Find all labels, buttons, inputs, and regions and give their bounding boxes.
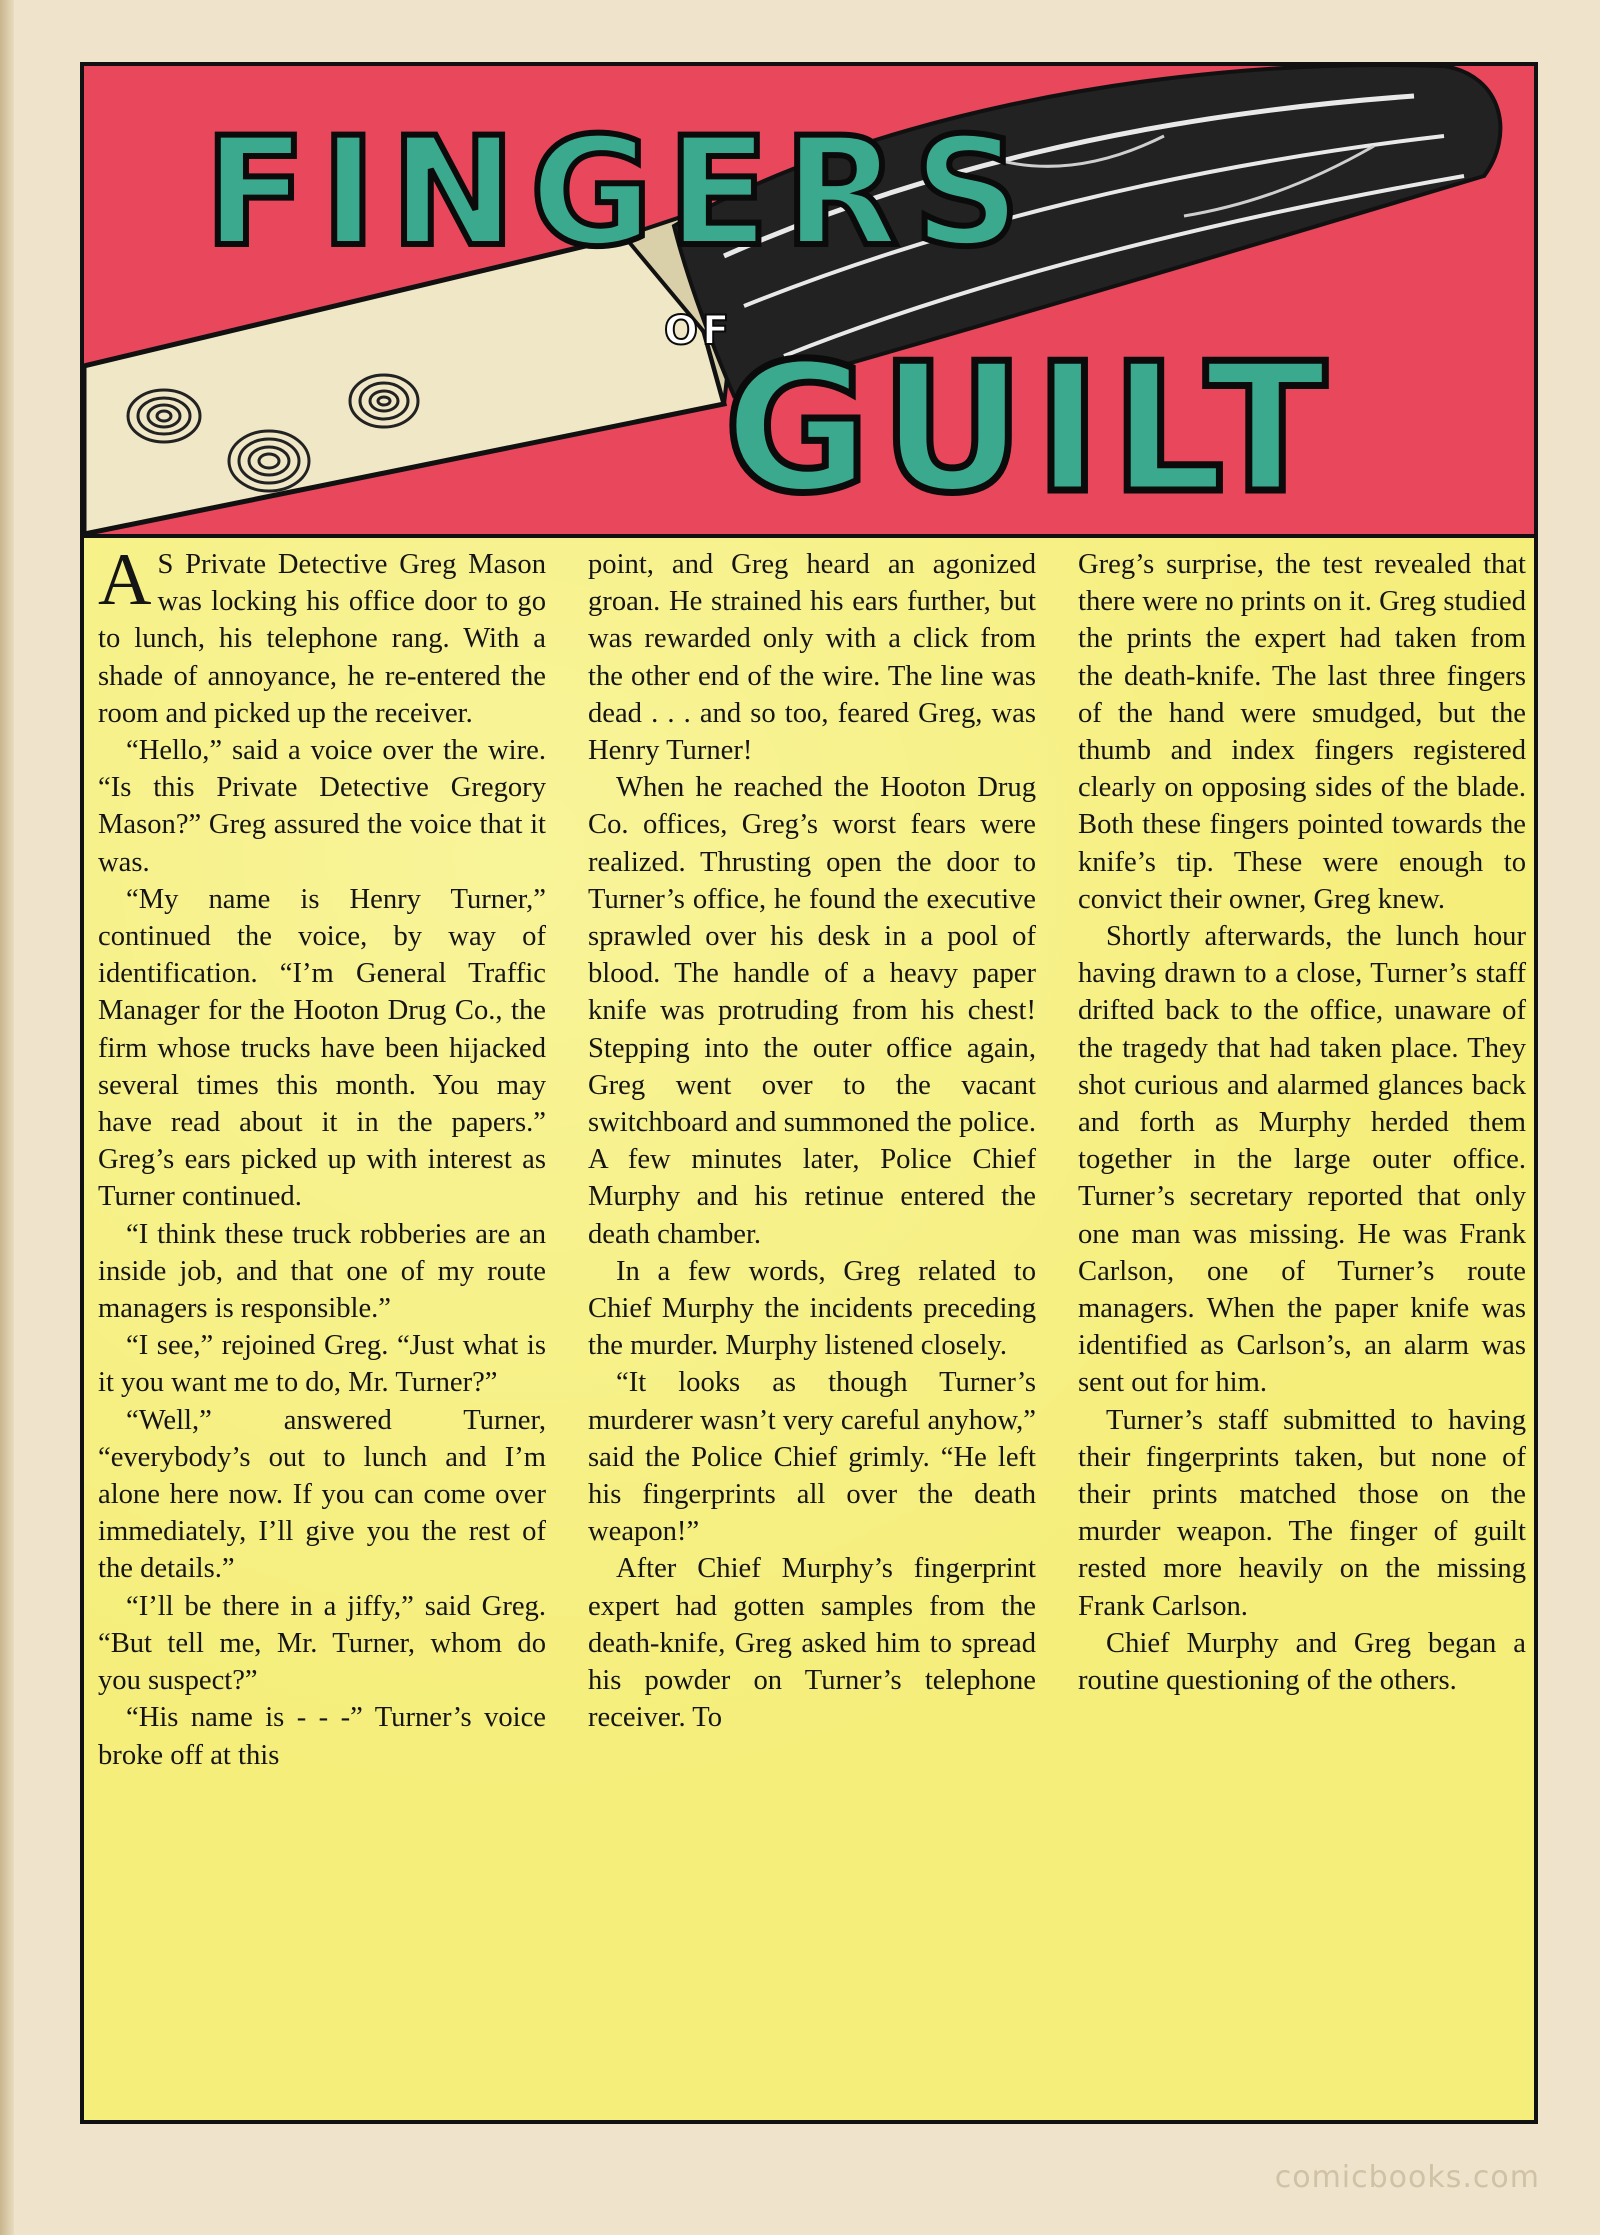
page-edge [0,0,14,2235]
story-column-3 [1078,546,1526,2106]
story-paragraph: “Well,” answered Turner, “everybody’s out to lunch and I’m alone here now. If you can come over immediately, I’ll give you the rest of the details.” [98,1404,546,1585]
story-text-panel [84,538,1534,2120]
story-paragraph: “My name is Henry Turner,” continued the voice, by way of identification. “I’m General Traffic Manager for the Hooton Drug Co., the firm whose trucks have been hijacked several times this month. You may have read about it in the papers.” Greg’s ears picked up with interest as Turner continued. [98,883,546,1213]
title-word-fingers: FINGERS [204,106,1035,280]
story-paragraph: Shortly afterwards, the lunch hour having drawn to a close, Turner’s staff drifted back to the office, unaware of the tragedy that had taken place. They shot curious and alarmed glances back and forth as Murphy herded them together in the large outer office. Turner’s secretary reported that only one man was missing. He was Frank Carlson, one of Turner’s route managers. When the paper knife was identified as Carlson’s, an alarm was sent out for him. [1078,921,1526,1399]
title-banner [84,66,1534,534]
story-paragraph: Greg’s surprise, the test revealed that there were no prints on it. Greg studied the prints the expert had taken from the death-knife. The last three fingers of the hand were smudged, but the thumb and index fingers registered clearly on opposing sides of the blade. Both these fingers pointed towards the knife’s tip. These were enough to convict their owner, Greg knew. [1078,549,1526,915]
story-paragraph: “Hello,” said a voice over the wire. “Is this Private Detective Gregory Mason?” Greg assured the voice that it was. [98,735,546,878]
title-word-guilt: GUILT [724,325,1337,532]
story-paragraph: A S Private Detective Greg Mason was locking his office door to go to lunch, his telephone rang. With a shade of annoyance, he re-entered the room and picked up the receiver. [98,546,546,729]
title-art [84,66,1534,534]
story-paragraph: Chief Murphy and Greg began a routine questioning of the others. [1078,1627,1526,1697]
story-paragraph: “I think these truck robberies are an inside job, and that one of my route managers is responsible.” [98,1218,546,1325]
watermark: comicbooks.com [1274,2160,1540,2195]
story-paragraph: When he reached the Hooton Drug Co. offices, Greg’s worst fears were realized. Thrusting open the door to Turner’s office, he found the executive sprawled over his desk in a pool of blood. The handle of a heavy paper knife was protruding from his chest! Stepping into the outer office again, Greg went over to the vacant switchboard and summoned the police. A few minutes later, Police Chief Murphy and his retinue entered the death chamber. [588,772,1036,1250]
story-paragraph: “His name is - - -” Turner’s voice broke off at this [98,1702,546,1771]
story-paragraph: “I see,” rejoined Greg. “Just what is it you want me to do, Mr. Turner?” [98,1330,546,1399]
title-word-of: OF [664,308,734,354]
drop-cap: A [98,546,152,621]
story-paragraph: point, and Greg heard an agonized groan. He strained his ears further, but was rewarded only with a click from the other end of the wire. The line was dead . . . and so too, feared Greg, was Henry Turner! [588,549,1036,767]
story-column-2 [588,546,1036,2106]
story-paragraph: Turner’s staff submitted to having their fingerprints taken, but none of their prints matched those on the murder weapon. The finger of guilt rested more heavily on the missing Frank Carlson. [1078,1404,1526,1622]
story-paragraph: In a few words, Greg related to Chief Murphy the incidents preceding the murder. Murphy listened closely. [588,1255,1036,1362]
story-paragraph: After Chief Murphy’s fingerprint expert had gotten samples from the death-knife, Greg asked him to spread his powder on Turner’s telephone receiver. To [588,1553,1036,1734]
story-page [80,62,1538,2124]
story-paragraph: “It looks as though Turner’s murderer wasn’t very careful anyhow,” said the Police Chief grimly. “He left his fingerprints all over the death weapon!” [588,1367,1036,1548]
story-column-1 [98,546,546,2106]
story-paragraph: “I’ll be there in a jiffy,” said Greg. “But tell me, Mr. Turner, whom do you suspect?” [98,1590,546,1697]
